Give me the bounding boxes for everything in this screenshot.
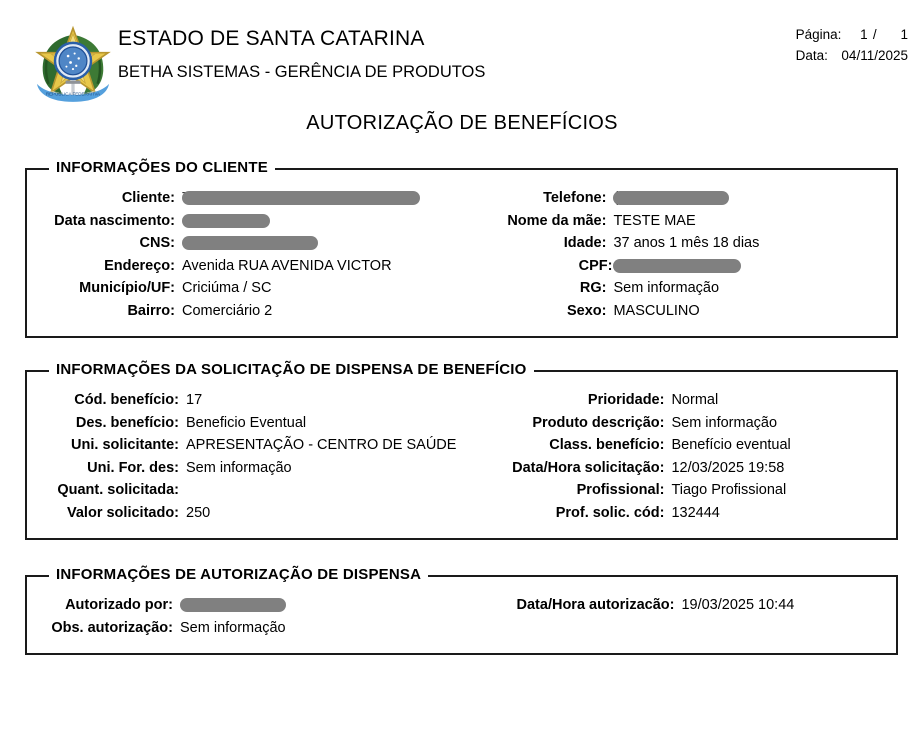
section-request-legend: INFORMAÇÕES DA SOLICITAÇÃO DE DISPENSA DE BENEFÍCIO	[49, 361, 534, 378]
section-request-information	[25, 361, 898, 540]
section-client-legend: INFORMAÇÕES DO CLIENTE	[49, 159, 275, 176]
field-label: Des. benefício:	[75, 414, 179, 431]
field-value	[182, 210, 496, 233]
field-row	[27, 594, 496, 617]
client-fields	[27, 170, 896, 322]
field-value: Normal	[671, 392, 719, 408]
section-authorization-information	[25, 566, 898, 655]
field-row	[27, 187, 496, 210]
authorization-fields	[27, 577, 896, 639]
field-label: Bairro:	[127, 302, 175, 319]
field-label: Nome da mãe:	[507, 212, 607, 229]
field-label: CNS:	[139, 235, 175, 251]
field-label: Data/Hora solicitação:	[512, 459, 665, 476]
organization-state: ESTADO DE SANTA CATARINA	[118, 27, 425, 50]
field-row	[496, 277, 896, 300]
field-label: Quant. solicitada:	[57, 482, 179, 498]
field-row	[496, 457, 896, 480]
field-value: Benefício eventual	[671, 437, 791, 453]
field-row	[27, 210, 496, 233]
field-row	[496, 232, 896, 255]
page-number-row	[796, 24, 908, 45]
redaction-bar	[182, 191, 420, 205]
field-value: Avenida RUA AVENIDA VICTOR	[182, 257, 392, 274]
field-label: Sexo:	[566, 302, 607, 319]
field-label: Class. benefício:	[549, 437, 665, 453]
page-metadata	[796, 24, 908, 66]
field-row	[496, 502, 896, 525]
field-row	[496, 479, 896, 502]
field-row	[496, 210, 896, 233]
page-title: AUTORIZAÇÃO DE BENEFÍCIOS	[306, 112, 618, 134]
field-value	[182, 232, 496, 255]
field-row	[27, 502, 496, 525]
redaction-bar	[180, 598, 286, 612]
field-value: MASCULINO	[613, 302, 700, 319]
brazil-coat-of-arms-icon	[32, 20, 114, 110]
redaction-bar	[182, 214, 270, 228]
field-row	[496, 300, 896, 323]
field-value: APRESENTAÇÃO - CENTRO DE SAÚDE	[186, 437, 457, 453]
field-value: 250	[186, 504, 211, 521]
field-label: Data/Hora autorizacão:	[516, 597, 675, 613]
field-value: 19/03/2025 10:44	[681, 597, 795, 613]
field-value: Sem informação	[613, 280, 720, 296]
field-row	[27, 277, 496, 300]
field-value: 12/03/2025 19:58	[671, 459, 785, 476]
authorization-fields-right	[496, 594, 896, 639]
field-label: Idade:	[563, 235, 607, 251]
organization-block	[118, 26, 485, 83]
date-label: Data:	[795, 48, 828, 63]
field-value	[613, 187, 896, 210]
field-label: Uni. solicitante:	[71, 437, 179, 453]
field-row	[496, 594, 896, 639]
field-label: Prioridade:	[587, 392, 665, 408]
field-label: RG:	[579, 280, 607, 296]
field-label: Valor solicitado:	[67, 504, 179, 521]
field-label: Cliente:	[121, 190, 175, 206]
section-authorization-legend: INFORMAÇÕES DE AUTORIZAÇÃO DE DISPENSA	[49, 566, 428, 583]
field-label: Profissional:	[576, 482, 665, 498]
field-row	[496, 255, 896, 278]
client-fields-left	[27, 187, 496, 322]
field-row	[496, 412, 896, 435]
field-row	[496, 187, 896, 210]
field-value: Sem informação	[186, 459, 292, 476]
section-client-information	[25, 159, 898, 338]
field-row	[27, 232, 496, 255]
page-total: 1	[900, 27, 908, 42]
request-fields-left	[27, 389, 496, 524]
organization-system: BETHA SISTEMAS - GERÊNCIA DE PRODUTOS	[118, 63, 486, 81]
field-value: Criciúma / SC	[182, 280, 272, 296]
field-row	[27, 412, 496, 435]
field-label: CPF:	[578, 257, 613, 274]
field-label: Telefone:	[543, 190, 607, 206]
svg-text:REPUBLICA FEDERATIVA: REPUBLICA FEDERATIVA	[45, 91, 101, 97]
field-value	[186, 479, 496, 502]
field-row	[27, 457, 496, 480]
field-value: 17	[186, 392, 203, 408]
page-label: Página:	[795, 27, 842, 42]
field-label: Endereço:	[104, 257, 175, 274]
page-separator: /	[872, 27, 877, 42]
field-value: Comerciário 2	[182, 302, 273, 319]
field-label: Autorizado por:	[65, 597, 173, 613]
field-value	[182, 187, 496, 210]
field-label: Prof. solic. cód:	[555, 504, 665, 521]
field-label: Município/UF:	[79, 280, 175, 296]
field-label: Obs. autorização:	[51, 619, 173, 636]
field-label: Cód. benefício:	[74, 392, 179, 408]
field-value: Beneficio Eventual	[186, 414, 307, 431]
field-row	[27, 300, 496, 323]
field-value	[180, 594, 496, 617]
field-label: Data nascimento:	[54, 212, 175, 229]
field-row	[496, 389, 896, 412]
field-value: Tiago Profissional	[671, 482, 787, 498]
field-value: TESTE MAE	[613, 212, 696, 229]
page-current: 1	[860, 27, 868, 42]
field-row	[27, 479, 496, 502]
authorization-fields-left	[27, 594, 496, 639]
field-value: 37 anos 1 mês 18 dias	[613, 235, 760, 251]
field-row	[27, 617, 496, 640]
client-fields-right	[496, 187, 896, 322]
redaction-bar	[613, 259, 741, 273]
redaction-bar	[182, 236, 318, 250]
field-value: Sem informação	[180, 619, 286, 636]
field-row	[27, 434, 496, 457]
field-value: 132444	[671, 504, 720, 521]
field-row	[496, 434, 896, 457]
field-value	[613, 255, 896, 278]
field-value: Sem informação	[671, 414, 778, 431]
date-value: 04/11/2025	[841, 48, 908, 63]
field-row	[27, 255, 496, 278]
redaction-bar	[613, 191, 729, 205]
print-date-row	[796, 45, 908, 66]
request-fields	[27, 372, 896, 524]
field-label: Uni. For. des:	[87, 459, 179, 476]
request-fields-right	[496, 389, 896, 524]
document-header	[0, 0, 924, 134]
field-row	[27, 389, 496, 412]
field-label: Produto descrição:	[532, 414, 665, 431]
